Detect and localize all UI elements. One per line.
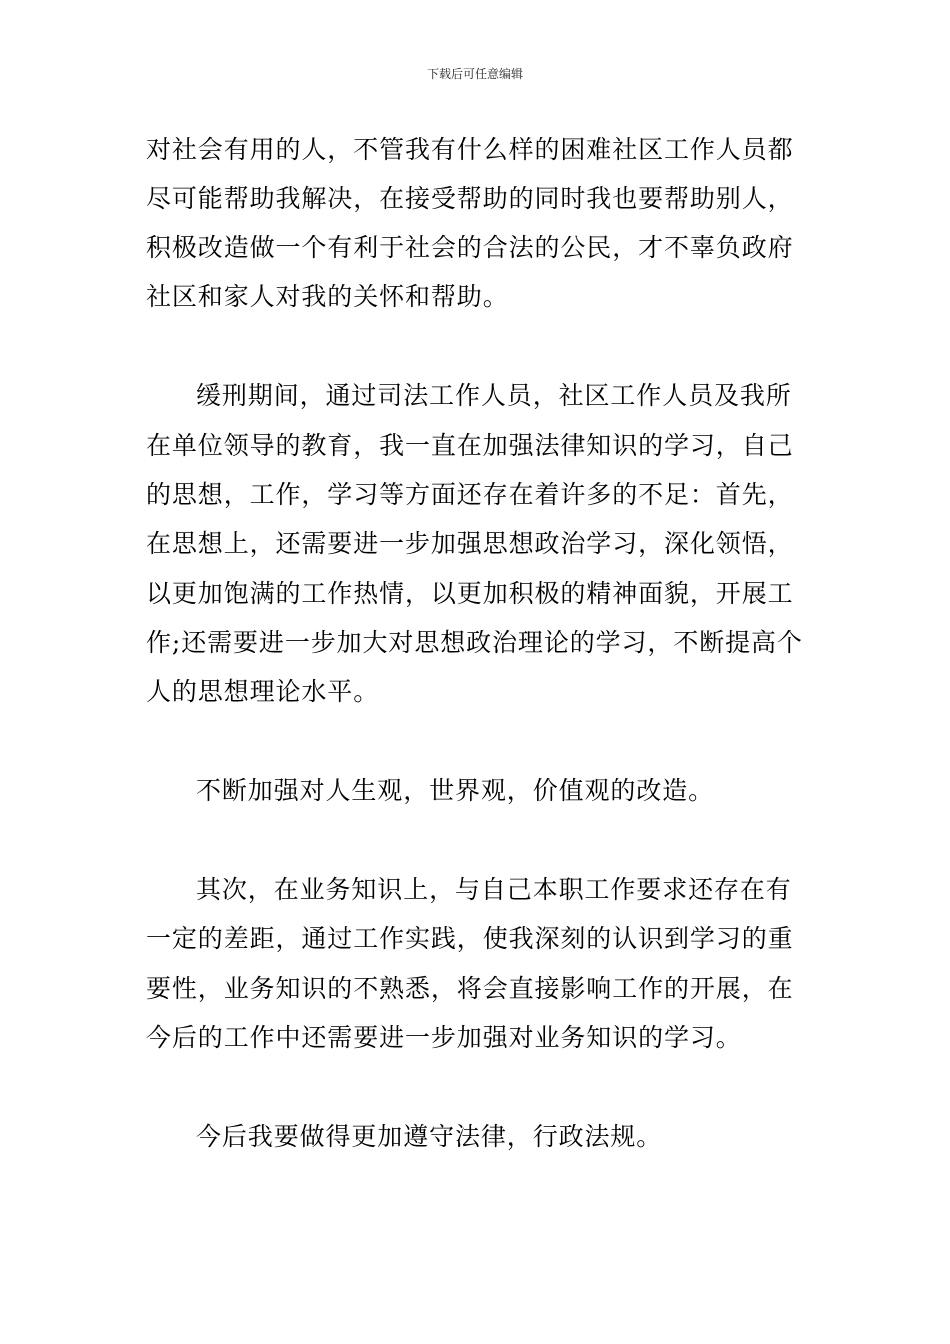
text-line: 社区和家人对我的关怀和帮助。 (146, 282, 509, 311)
text-line: 今后的工作中还需要进一步加强对业务知识的学习。 (146, 1023, 742, 1052)
text-line: 积极改造做一个有利于社会的合法的公民，才不辜负政府 (146, 233, 794, 262)
text-line: 一定的差距，通过工作实践，使我深刻的认识到学习的重 (146, 924, 794, 953)
page-header-note: 下载后可任意编辑 (426, 67, 523, 81)
text-line: 在思想上，还需要进一步加强思想政治学习，深化领悟， (146, 529, 794, 558)
text-line: 尽可能帮助我解决，在接受帮助的同时我也要帮助别人， (146, 184, 794, 213)
text-line: 在单位领导的教育，我一直在加强法律知识的学习，自己 (146, 431, 794, 460)
text-line: 作;还需要进一步加大对思想政治理论的学习，不断提高个 (146, 628, 803, 657)
text-line: 其次，在业务知识上，与自己本职工作要求还存在有 (196, 875, 792, 904)
text-line: 的思想，工作，学习等方面还存在着许多的不足：首先， (146, 480, 794, 509)
text-line: 缓刑期间，通过司法工作人员，社区工作人员及我所 (196, 381, 792, 410)
text-line: 要性，业务知识的不熟悉，将会直接影响工作的开展，在 (146, 974, 794, 1003)
text-line: 不断加强对人生观，世界观，价值观的改造。 (196, 776, 715, 805)
text-line: 对社会有用的人，不管我有什么样的困难社区工作人员都 (146, 135, 794, 164)
text-line: 今后我要做得更加遵守法律，行政法规。 (196, 1122, 663, 1151)
text-line: 以更加饱满的工作热情，以更加积极的精神面貌，开展工 (146, 579, 794, 608)
text-line: 人的思想理论水平。 (146, 677, 380, 706)
